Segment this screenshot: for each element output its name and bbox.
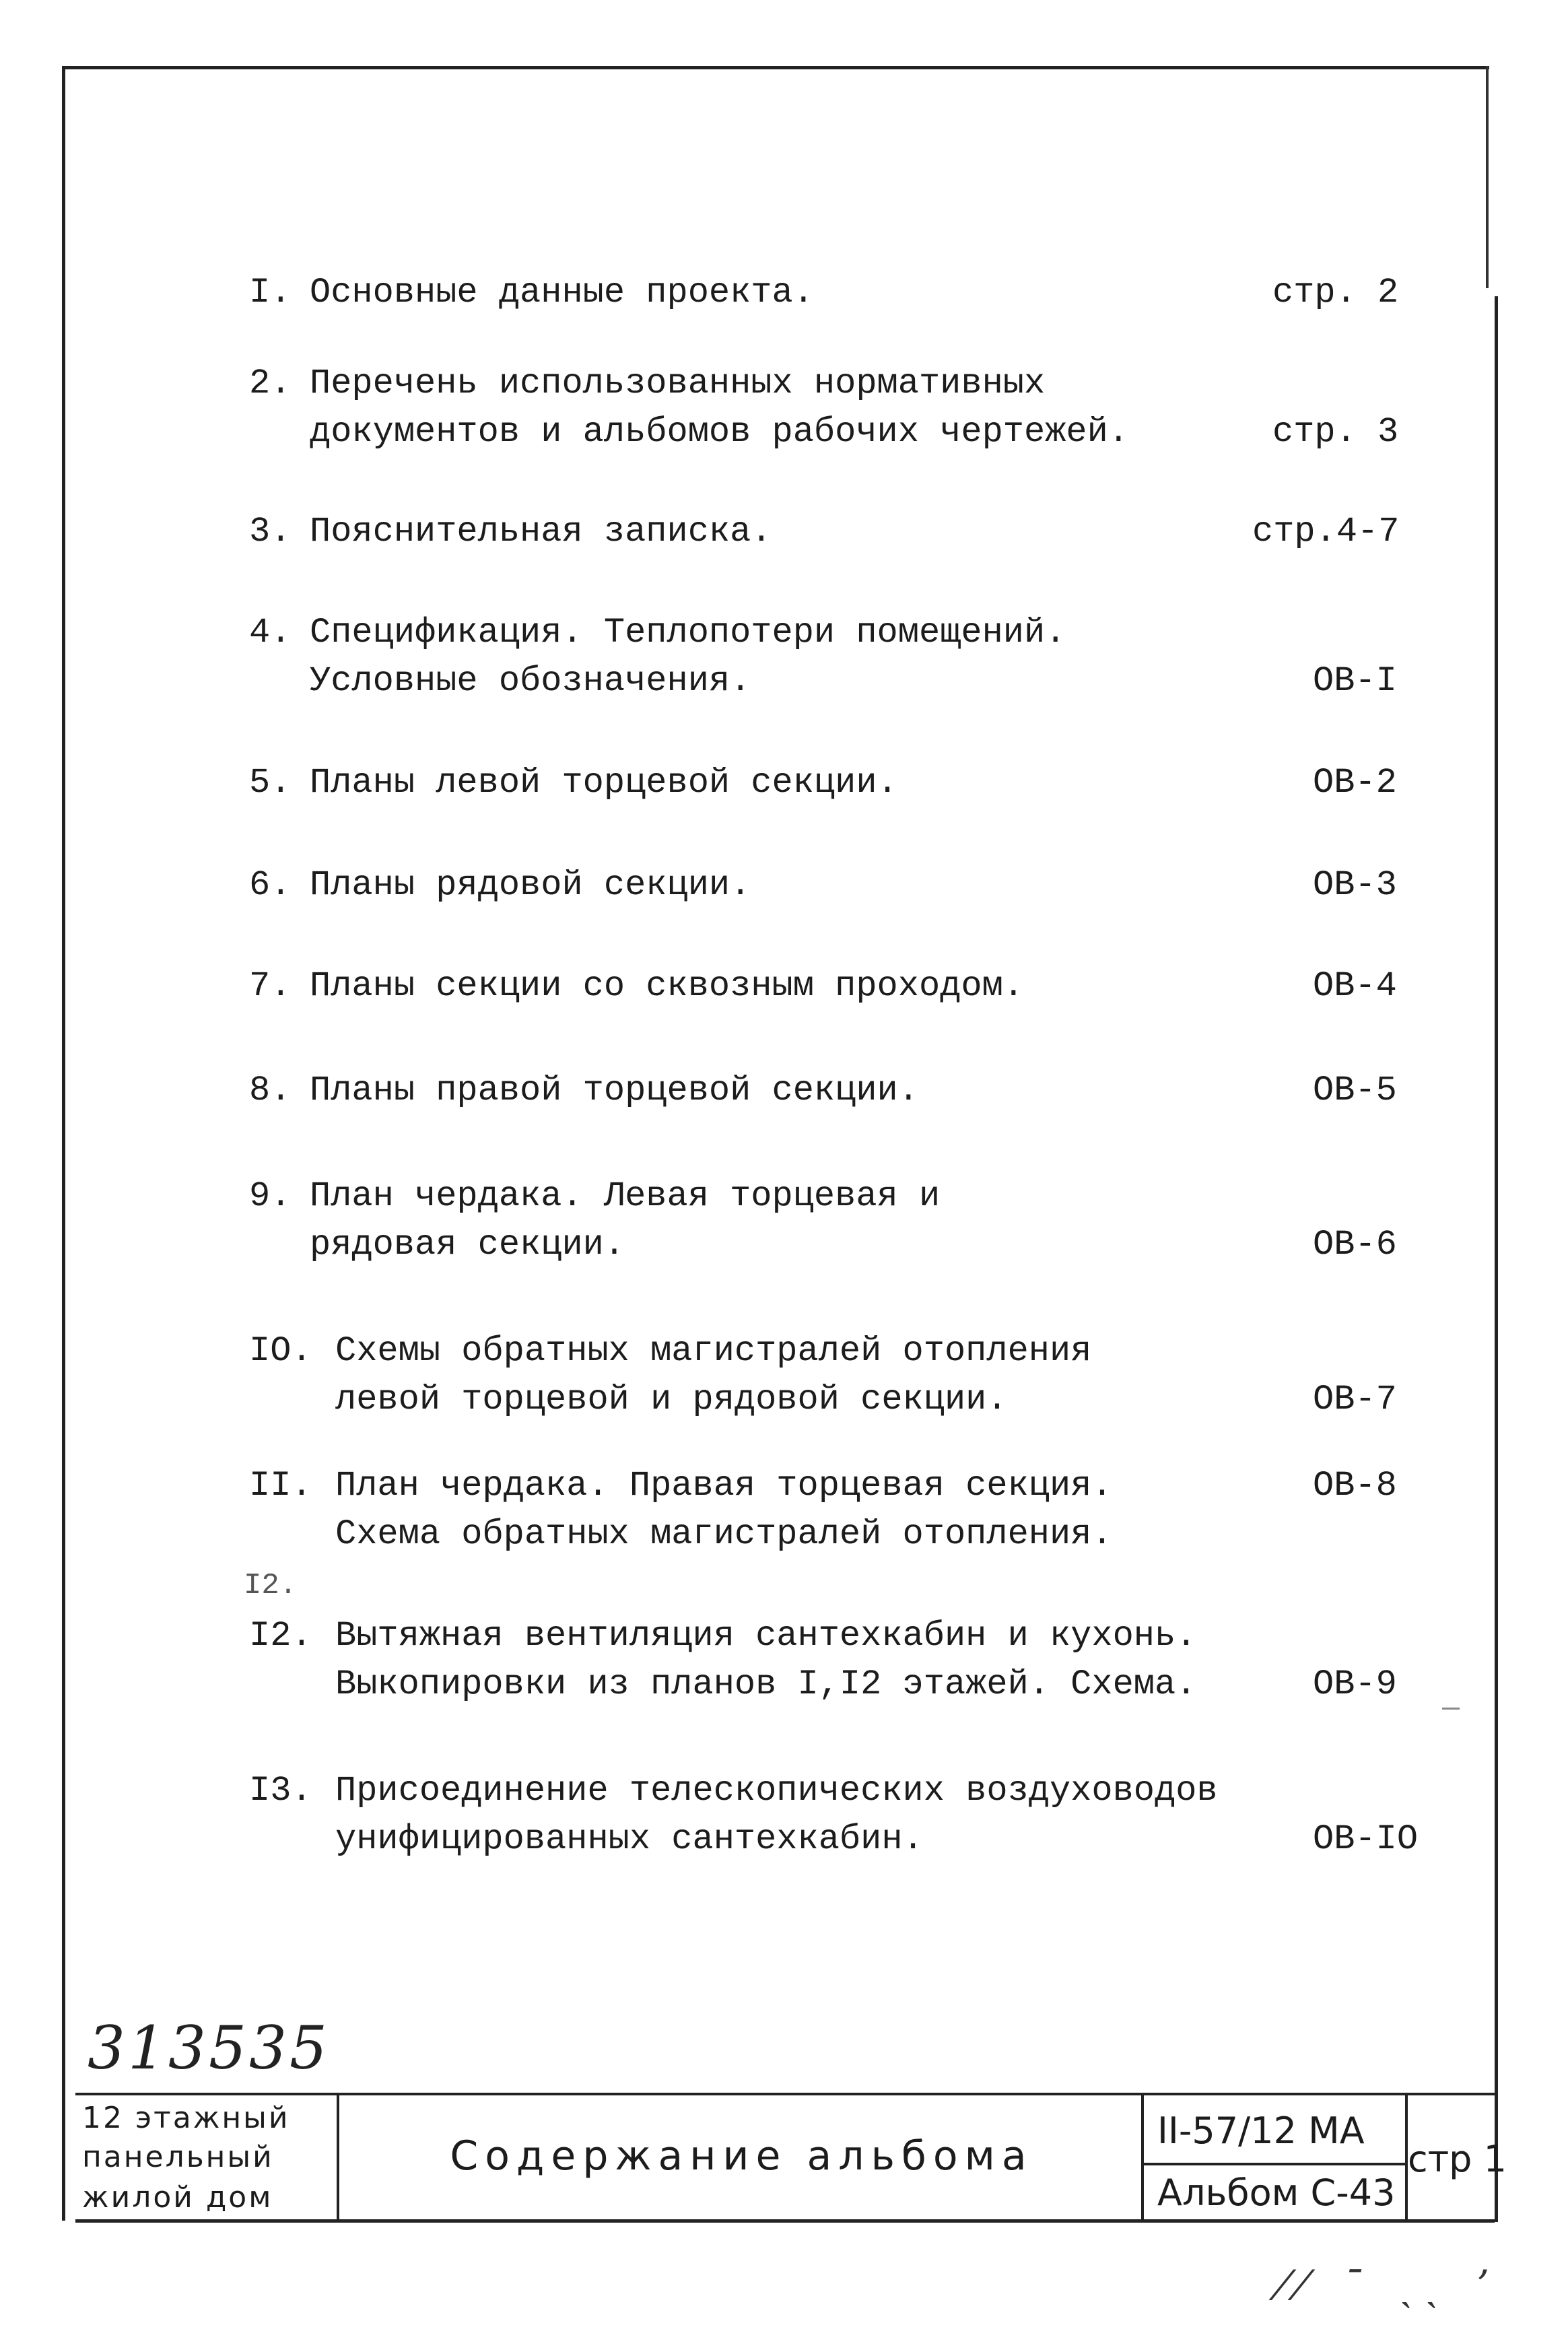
item-page: ОВ-IO (1313, 1819, 1419, 1859)
item-number: 3. (249, 512, 292, 551)
album-title-cell (339, 2095, 1144, 2222)
item-text: Пояснительная записка. (310, 512, 772, 551)
item-number: 8. (249, 1071, 292, 1110)
frame-right-border (1495, 296, 1498, 2222)
item-page: стр. 3 (1272, 412, 1399, 452)
item-number: I. (249, 273, 292, 312)
item-text-line-2: левой торцевой и рядовой секции. (335, 1380, 1008, 1419)
item-page: ОВ-3 (1313, 865, 1397, 905)
margin-mark (1442, 1708, 1460, 1710)
sheet-cell (1408, 2095, 1507, 2222)
item-text-line-1: Схемы обратных магистралей отопления (335, 1331, 1092, 1371)
item-number: II. (249, 1466, 312, 1506)
item-number: 2. (249, 364, 292, 403)
item-page: ОВ-8 (1313, 1466, 1397, 1506)
item-text-line-1: План чердака. Левая торцевая и (310, 1176, 941, 1216)
item-text-line-2: Выкопировки из планов I,I2 этажей. Схема. (335, 1664, 1197, 1704)
building-type-cell (75, 2095, 339, 2222)
item-text-line-1: Перечень использованных нормативных (310, 364, 1046, 403)
item-number: 4. (249, 613, 292, 652)
item-text: Планы левой торцевой секции. (310, 763, 898, 803)
item-page: ОВ-4 (1313, 966, 1397, 1006)
title-block (75, 2093, 1507, 2222)
item-text-line-2: документов и альбомов рабочих чертежей. (310, 412, 1129, 452)
item-number: 5. (249, 763, 292, 803)
item-text-line-1: Вытяжная вентиляция сантехкабин и кухонь. (335, 1616, 1197, 1656)
item-text: Планы рядовой секции. (310, 865, 751, 905)
album-title: Содержание альбома (450, 2132, 1033, 2180)
item-page: ОВ-7 (1313, 1380, 1397, 1419)
item-text-line-2: Схема обратных магистралей отопления. (335, 1514, 1113, 1554)
series-cell (1144, 2095, 1408, 2222)
item-page: ОВ-5 (1313, 1071, 1397, 1110)
item-page: ОВ-9 (1313, 1664, 1397, 1704)
building-type-line-3: жилой дом (82, 2180, 273, 2215)
series-code: II-57/12 МА (1157, 2110, 1365, 2152)
building-type-line-2: панельный (82, 2140, 274, 2174)
item-text-line-2: Условные обозначения. (310, 661, 751, 701)
item-text: Планы секции со сквозным проходом. (310, 966, 1024, 1006)
item-text-line-2: унифицированных сантехкабин. (335, 1819, 924, 1859)
handwritten-inventory-number: 313535 (88, 2013, 330, 2083)
item-number: 6. (249, 865, 292, 905)
building-type-line-1: 12 этажный (82, 2101, 290, 2135)
stray-item-number: I2. (244, 1569, 298, 1603)
frame-top-border (62, 66, 1489, 69)
item-text-line-1: Присоединение телескопических воздуховодов (335, 1771, 1218, 1811)
item-text: Планы правой торцевой секции. (310, 1071, 919, 1110)
item-text-line-1: План чердака. Правая торцевая секция. (335, 1466, 1113, 1506)
series-divider (1144, 2163, 1408, 2165)
margin-scribble: ⁄⁄ ˉ ˎˎ ʼ (1279, 2262, 1501, 2310)
album-code: Альбом С-43 (1157, 2171, 1396, 2214)
item-number: 9. (249, 1176, 292, 1216)
item-number: I2. (249, 1616, 312, 1656)
item-text-line-1: Спецификация. Теплопотери помещений. (310, 613, 1066, 652)
item-page: стр. 2 (1272, 273, 1399, 312)
frame-left-border (62, 66, 65, 2221)
frame-right-border-upper (1486, 66, 1489, 288)
item-page: ОВ-I (1313, 661, 1397, 701)
item-page: стр.4-7 (1252, 512, 1400, 551)
item-number: 7. (249, 966, 292, 1006)
item-page: ОВ-6 (1313, 1225, 1397, 1265)
item-page: ОВ-2 (1313, 763, 1397, 803)
item-text: Основные данные проекта. (310, 273, 814, 312)
item-number: IO. (249, 1331, 312, 1371)
item-text-line-2: рядовая секции. (310, 1225, 625, 1265)
sheet-number: стр 1 (1408, 2138, 1507, 2180)
item-number: I3. (249, 1771, 312, 1811)
